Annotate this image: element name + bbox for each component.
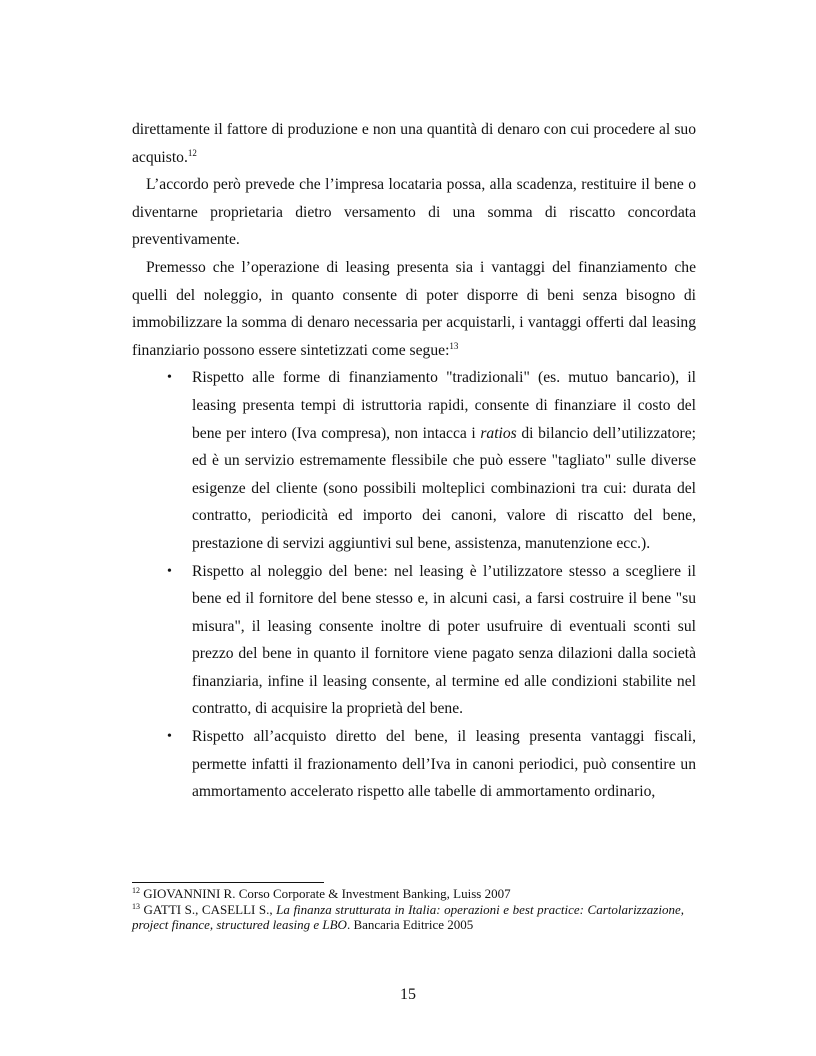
- paragraph-3-text: Premesso che l’operazione di leasing presenta sia i vantaggi del finanziamento che quelli del noleggio, in quanto consente di poter disporre di beni senza bisogno di immobilizzare la somma di denaro necessaria per acquistarli, i vantaggi offerti dal leasing finanziario possono essere sintetizzati come segue:: [132, 258, 696, 359]
- footnote-13-authors: GATTI S., CASELLI S.,: [140, 901, 277, 917]
- bullet-2-text: Rispetto al noleggio del bene: nel leasing è l’utilizzatore stesso a scegliere il bene ed il fornitore del bene stesso e, in alcuni casi, a farsi costruire il bene "su misura", il leasing consente inoltre di poter usufruire di eventuali sconti sul prezzo del bene in quanto il fornitore viene pagato senza dilazioni dalla società finanziaria, infine il leasing consente, al termine ed alle condizioni stabilite nel contratto, di acquisire la proprietà del bene.: [192, 562, 696, 718]
- page-number: 15: [400, 986, 416, 1003]
- body-text: [132, 116, 696, 806]
- footnote-13-title: La finanza strutturata in Italia: operazioni e best practice: Cartolarizzazione, project finance, structured leasing e LBO: [132, 901, 684, 932]
- bullet-icon: •: [167, 370, 172, 386]
- footnote-ref-13[interactable]: 13: [449, 340, 459, 351]
- bullet-1-text-start: Rispetto alle forme di finanziamento "tradizionali" (es. mutuo bancario), il leasing presenta tempi di istruttoria rapidi, consente di finanziare il costo del bene per intero (Iva compresa), non intacca i: [192, 369, 696, 442]
- advantages-list: [132, 364, 696, 806]
- footnote-separator: [132, 882, 324, 883]
- paragraph-2: L’accordo però prevede che l’impresa locataria possa, alla scadenza, restituire il bene o diventarne proprietaria dietro versamento di una somma di riscatto concordata preventivamente.: [132, 176, 696, 249]
- footnote-12-number: 12: [132, 886, 140, 895]
- footnote-ref-12[interactable]: 12: [187, 147, 197, 158]
- list-item: [132, 723, 696, 806]
- paragraph-3: [132, 254, 696, 364]
- footnote-13-number: 13: [132, 901, 140, 911]
- bullet-1-text-end: di bilancio dell’utilizzatore; ed è un servizio estremamente flessibile che può essere "tagliato" sulle diverse esigenze del cliente (sono possibili molteplici combinazioni tra cui: durata del contratto, periodicità ed importo dei canoni, valore di riscatto del bene, prestazione di servizi aggiuntivi sul bene, assistenza, manutenzione ecc.).: [192, 424, 696, 552]
- bullet-3-text: Rispetto all’acquisto diretto del bene, il leasing presenta vantaggi fiscali, permette infatti il frazionamento dell’Iva in canoni periodici, può consentire un ammortamento accelerato rispetto alle tabelle di ammortamento ordinario,: [192, 728, 696, 801]
- list-item: [132, 558, 696, 724]
- footnotes: [132, 886, 684, 933]
- list-item: [132, 364, 696, 557]
- bullet-1-italic-term: ratios: [480, 424, 517, 442]
- footnote-13: [132, 902, 684, 933]
- bullet-icon: •: [167, 729, 172, 745]
- paragraph-1-text: direttamente il fattore di produzione e non una quantità di denaro con cui procedere al suo acquisto.: [132, 121, 696, 166]
- footnote-12: [132, 886, 684, 902]
- footnote-12-text: GIOVANNINI R. Corso Corporate & Investment Banking, Luiss 2007: [140, 886, 511, 901]
- bullet-icon: •: [167, 563, 172, 579]
- paragraph-1: [132, 116, 696, 171]
- footnote-13-publisher: . Bancaria Editrice 2005: [346, 917, 474, 932]
